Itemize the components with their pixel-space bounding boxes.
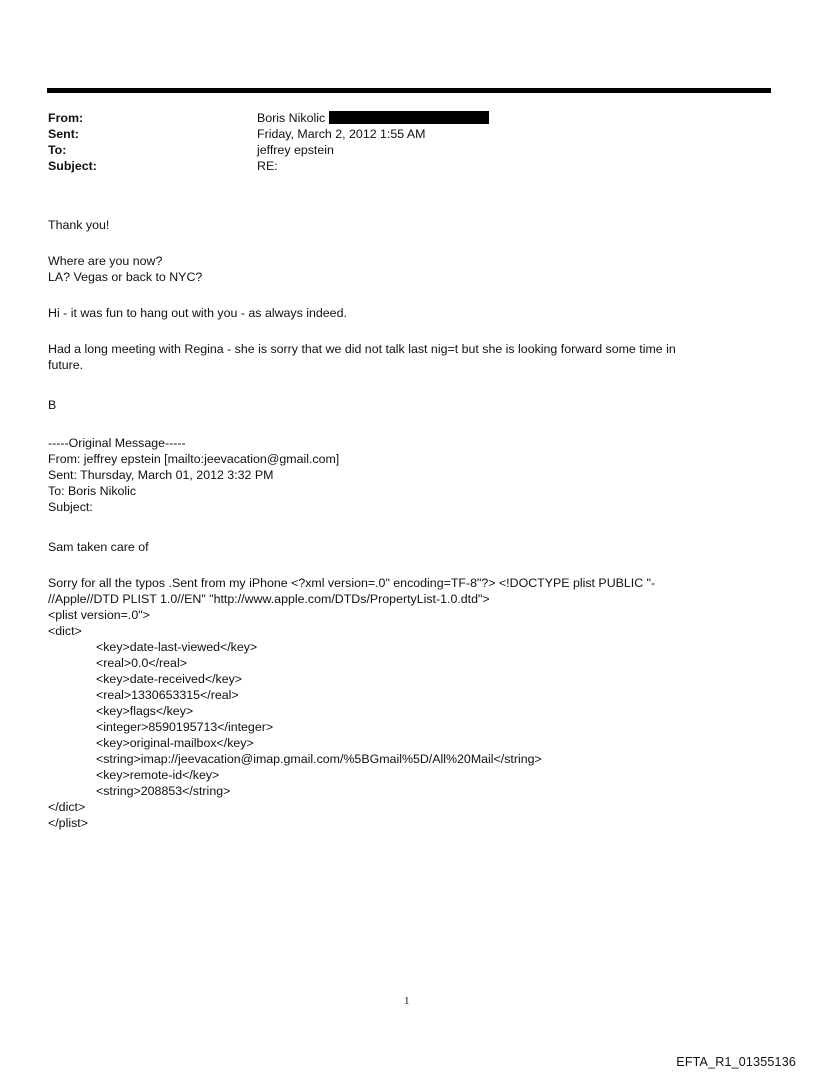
signature: B (48, 398, 57, 412)
plist-entry: <key>flags</key> (96, 704, 194, 718)
plist-entry: <string>208853</string> (96, 784, 231, 798)
body-line: LA? Vegas or back to NYC? (48, 270, 203, 284)
plist-entry: <real>1330653315</real> (96, 688, 239, 702)
plist-entry: <string>imap://jeevacation@imap.gmail.com/%5BGmail%5D/All%20Mail</string> (96, 752, 542, 766)
plist-entry: <key>remote-id</key> (96, 768, 220, 782)
redaction-box (329, 111, 489, 124)
body-line: Where are you now? (48, 254, 163, 268)
from-value: Boris Nikolic (257, 111, 326, 125)
body-line: </plist> (48, 816, 88, 830)
plist-entry: <key>date-received</key> (96, 672, 243, 686)
bates-number: EFTA_R1_01355136 (676, 1055, 796, 1069)
to-value: jeffrey epstein (257, 143, 334, 157)
body-line: Sam taken care of (48, 540, 149, 554)
to-label: To: (48, 143, 67, 157)
body-line: Hi - it was fun to hang out with you - as always indeed. (48, 306, 347, 320)
plist-entry: <key>date-last-viewed</key> (96, 640, 258, 654)
plist-entry: <integer>8590195713</integer> (96, 720, 274, 734)
body-line: <plist version=.0"> (48, 608, 150, 622)
body-line: <dict> (48, 624, 82, 638)
body-line: Sorry for all the typos .Sent from my iPhone <?xml version=.0" encoding=TF-8"?> <!DOCTYPE plist PUBLIC "- (48, 576, 656, 590)
body-line: Had a long meeting with Regina - she is sorry that we did not talk last nig=t but she is looking forward some time in (48, 342, 676, 356)
sent-value: Friday, March 2, 2012 1:55 AM (257, 127, 426, 141)
page-number: 1 (404, 995, 410, 1007)
original-sent: Sent: Thursday, March 01, 2012 3:32 PM (48, 468, 274, 482)
original-from: From: jeffrey epstein [mailto:jeevacation@gmail.com] (48, 452, 340, 466)
from-label: From: (48, 111, 84, 125)
plist-entry: <key>original-mailbox</key> (96, 736, 254, 750)
sent-label: Sent: (48, 127, 79, 141)
body-line: future. (48, 358, 84, 372)
original-message-separator: -----Original Message----- (48, 436, 186, 450)
body-line: //Apple//DTD PLIST 1.0//EN" "http://www.apple.com/DTDs/PropertyList-1.0.dtd"> (48, 592, 490, 606)
body-line: Thank you! (48, 218, 110, 232)
original-subject: Subject: (48, 500, 93, 514)
email-body (48, 217, 778, 831)
original-to: To: Boris Nikolic (48, 484, 137, 498)
subject-label: Subject: (48, 159, 97, 173)
header-rule (47, 88, 771, 93)
plist-entry: <real>0.0</real> (96, 656, 187, 670)
body-line: </dict> (48, 800, 86, 814)
subject-value: RE: (257, 159, 278, 173)
